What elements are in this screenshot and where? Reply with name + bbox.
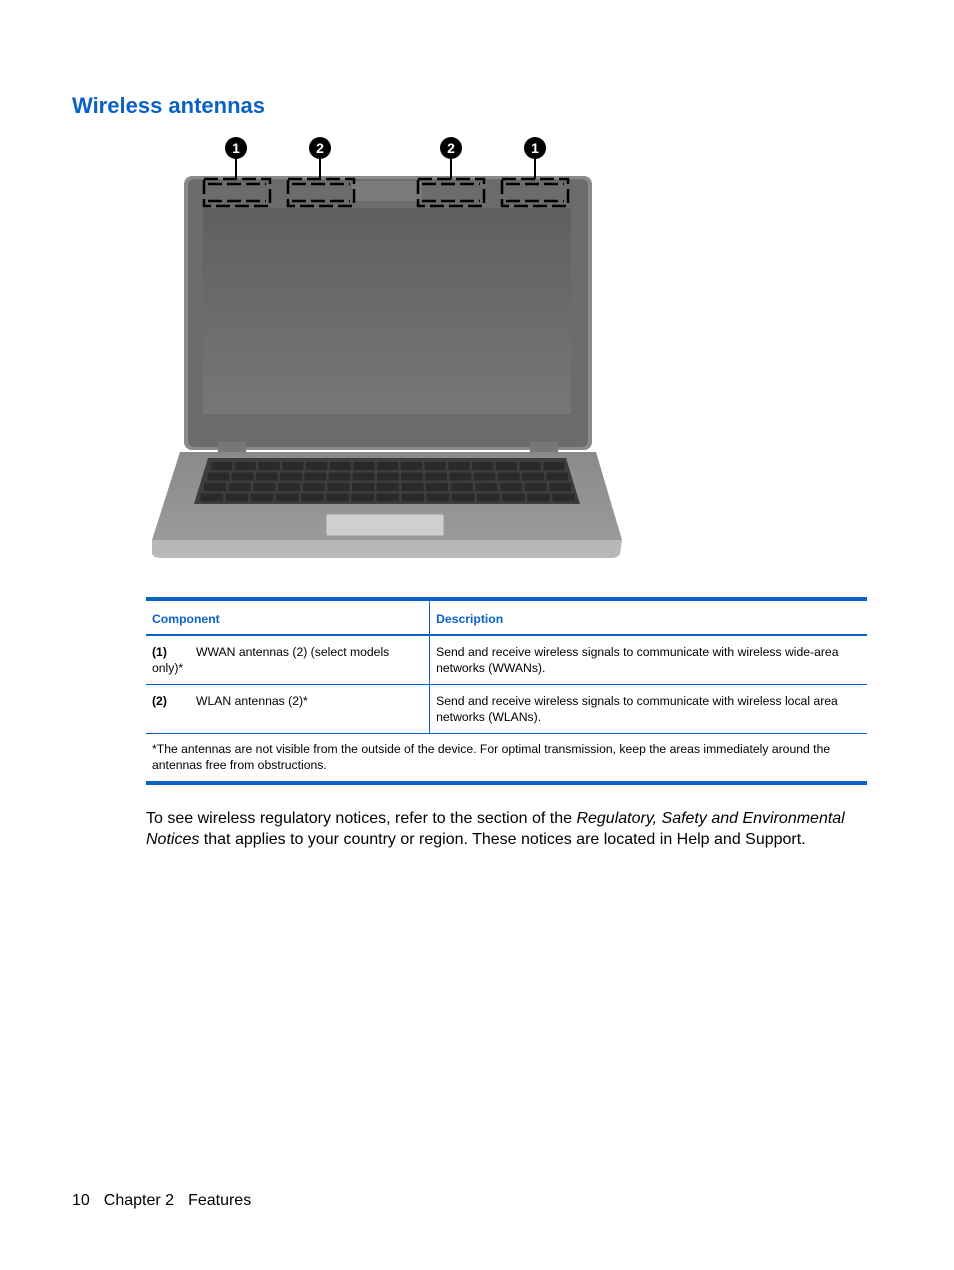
row-component: WWAN antennas (2) (select models only)* bbox=[152, 645, 390, 675]
keyboard-key bbox=[329, 473, 351, 481]
keyboard-key bbox=[475, 483, 497, 491]
keyboard-key bbox=[427, 494, 450, 502]
table-footnote: *The antennas are not visible from the outside of the device. For optimal transmission, keep the areas immediately around the antennas free from obstructions. bbox=[152, 742, 831, 772]
keyboard-key bbox=[276, 494, 299, 502]
keyboard-key bbox=[376, 494, 399, 502]
callout-1-left bbox=[225, 137, 247, 179]
keyboard-key bbox=[450, 473, 472, 481]
keyboard-key bbox=[204, 483, 226, 491]
keyboard-key bbox=[425, 462, 446, 470]
row-description: Send and receive wireless signals to communicate with wireless local area networks (WLANs). bbox=[430, 685, 867, 734]
svg-text:2: 2 bbox=[447, 140, 455, 156]
keyboard-key bbox=[278, 483, 300, 491]
keyboard-key bbox=[522, 473, 544, 481]
keyboard-key bbox=[500, 483, 522, 491]
keyboard-key bbox=[304, 473, 326, 481]
keyboard-key bbox=[472, 462, 493, 470]
keyboard-key bbox=[552, 494, 575, 502]
keyboard-key bbox=[229, 483, 251, 491]
keyboard-key bbox=[306, 462, 327, 470]
keyboard-key bbox=[256, 473, 278, 481]
keyboard-key bbox=[502, 494, 525, 502]
keyboard-key bbox=[235, 462, 256, 470]
keyboard-key bbox=[377, 462, 398, 470]
keyboard-key bbox=[377, 473, 399, 481]
component-table bbox=[146, 597, 867, 785]
keyboard-key bbox=[353, 473, 375, 481]
header-component: Component bbox=[146, 599, 430, 635]
keyboard-key bbox=[402, 494, 425, 502]
keyboard-key bbox=[527, 494, 550, 502]
row-component: WLAN antennas (2)* bbox=[196, 694, 308, 708]
callout-2-left bbox=[309, 137, 331, 179]
page-footer bbox=[72, 1192, 265, 1210]
paragraph-text: To see wireless regulatory notices, refer to the section of the bbox=[146, 810, 577, 827]
table-header-row bbox=[146, 599, 867, 635]
callout-1-right bbox=[524, 137, 546, 179]
keyboard-key bbox=[211, 462, 232, 470]
keyboard-key bbox=[543, 462, 564, 470]
laptop-illustration bbox=[140, 130, 640, 570]
page-number: 10 bbox=[72, 1192, 90, 1209]
keyboard-key bbox=[496, 462, 517, 470]
chapter-label: Chapter 2 bbox=[103, 1192, 175, 1209]
keyboard-key bbox=[352, 483, 374, 491]
keyboard-key bbox=[232, 473, 254, 481]
keyboard-key bbox=[377, 483, 399, 491]
keyboard-key bbox=[525, 483, 547, 491]
keyboard-key bbox=[226, 494, 249, 502]
header-description: Description bbox=[430, 599, 867, 635]
row-description: Send and receive wireless signals to communicate with wireless wide-area networks (WWANs). bbox=[430, 635, 867, 685]
keyboard-key bbox=[208, 473, 230, 481]
keyboard-key bbox=[330, 462, 351, 470]
laptop-screen bbox=[203, 208, 571, 414]
keyboard-key bbox=[425, 473, 447, 481]
keyboard-key bbox=[452, 494, 475, 502]
keyboard-key bbox=[520, 462, 541, 470]
document-title-italic: Regulatory, Safety and Environmental Notices bbox=[146, 810, 845, 848]
regulatory-paragraph bbox=[146, 808, 876, 850]
keyboard-key bbox=[426, 483, 448, 491]
svg-text:1: 1 bbox=[531, 140, 539, 156]
laptop-antenna-figure bbox=[140, 130, 640, 570]
keyboard-key bbox=[282, 462, 303, 470]
keyboard-key bbox=[546, 473, 568, 481]
row-number: (2) bbox=[152, 694, 167, 708]
keyboard-key bbox=[301, 494, 324, 502]
keyboard-key bbox=[498, 473, 520, 481]
keyboard-key bbox=[251, 494, 274, 502]
keyboard-key bbox=[401, 483, 423, 491]
keyboard-key bbox=[477, 494, 500, 502]
keyboard-key bbox=[303, 483, 325, 491]
keyboard-key bbox=[327, 483, 349, 491]
keyboard-key bbox=[549, 483, 571, 491]
section-label: Features bbox=[188, 1192, 252, 1209]
keyboard-key bbox=[326, 494, 349, 502]
table-row bbox=[146, 685, 867, 734]
row-number: (1) bbox=[152, 645, 167, 659]
table-footnote-row bbox=[146, 734, 867, 784]
callout-2-right bbox=[440, 137, 462, 179]
keyboard-key bbox=[351, 494, 374, 502]
keyboard-key bbox=[201, 494, 224, 502]
keyboard-key bbox=[259, 462, 280, 470]
keyboard-key bbox=[401, 462, 422, 470]
svg-text:1: 1 bbox=[232, 140, 240, 156]
keyboard-key bbox=[401, 473, 423, 481]
page-heading: Wireless antennas bbox=[72, 93, 265, 118]
keyboard-key bbox=[253, 483, 275, 491]
laptop-touchpad bbox=[326, 514, 444, 536]
keyboard-key bbox=[448, 462, 469, 470]
paragraph-text: that applies to your country or region. These notices are located in Help and Support. bbox=[199, 831, 806, 848]
table-row bbox=[146, 635, 867, 685]
keyboard-key bbox=[353, 462, 374, 470]
keyboard-key bbox=[280, 473, 302, 481]
keyboard-key bbox=[451, 483, 473, 491]
keyboard-key bbox=[474, 473, 496, 481]
svg-text:2: 2 bbox=[316, 140, 324, 156]
